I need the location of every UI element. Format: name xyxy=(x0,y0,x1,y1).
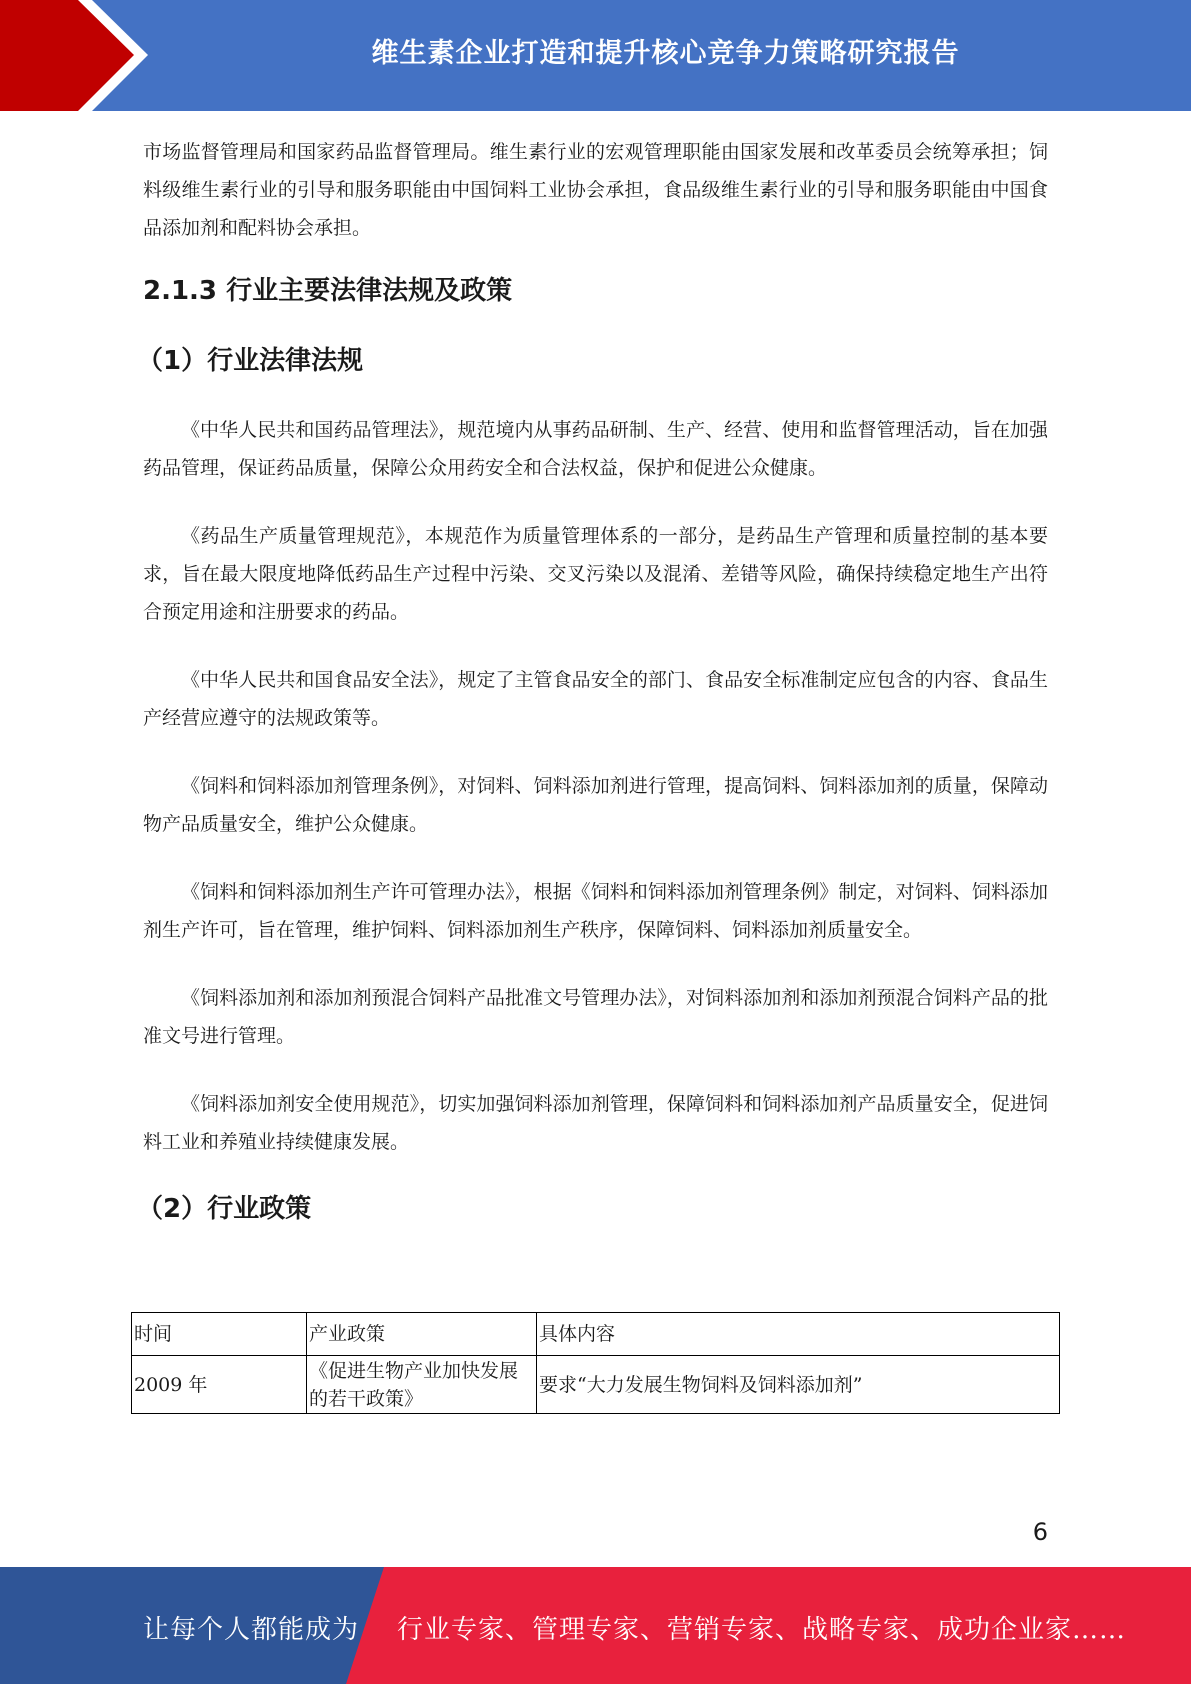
table-cell: 2009 年 xyxy=(132,1356,307,1414)
law-paragraph: 《药品生产质量管理规范》，本规范作为质量管理体系的一部分，是药品生产管理和质量控制的基本要求，旨在最大限度地降低药品生产过程中污染、交叉污染以及混淆、差错等风险，确保持续稳定地生产出符合预定用途和注册要求的药品。 xyxy=(143,525,1048,623)
section-heading: 2.1.3 行业主要法律法规及政策 xyxy=(143,276,513,306)
table-header-cell: 时间 xyxy=(132,1313,307,1356)
table-cell: 要求“大力发展生物饲料及饲料添加剂” xyxy=(537,1356,1060,1414)
table-header-cell: 具体内容 xyxy=(537,1313,1060,1356)
intro-paragraph: 市场监督管理局和国家药品监督管理局。维生素行业的宏观管理职能由国家发展和改革委员会统筹承担；饲料级维生素行业的引导和服务职能由中国饲料工业协会承担，食品级维生素行业的引导和服务职能由中国食品添加剂和配料协会承担。 xyxy=(143,141,1048,239)
header-arrow-decoration xyxy=(0,0,160,111)
subsection-heading-policy: （2）行业政策 xyxy=(137,1194,312,1224)
page-content xyxy=(137,133,1048,1229)
law-paragraph: 《饲料和饲料添加剂生产许可管理办法》，根据《饲料和饲料添加剂管理条例》制定，对饲料、饲料添加剂生产许可，旨在管理，维护饲料、饲料添加剂生产秩序，保障饲料、饲料添加剂质量安全。 xyxy=(143,881,1048,941)
page-footer xyxy=(0,1567,1191,1684)
table-cell: 《促进生物产业加快发展的若干政策》 xyxy=(307,1356,537,1414)
page-number: 6 xyxy=(1032,1518,1048,1546)
table-header-cell: 产业政策 xyxy=(307,1313,537,1356)
footer-slogan-right: 行业专家、管理专家、营销专家、战略专家、成功企业家…… xyxy=(397,1615,1127,1645)
policy-table xyxy=(131,1312,1060,1414)
law-paragraph: 《饲料添加剂和添加剂预混合饲料产品批准文号管理办法》，对饲料添加剂和添加剂预混合饲料产品的批准文号进行管理。 xyxy=(143,987,1048,1047)
law-paragraph: 《中华人民共和国药品管理法》，规范境内从事药品研制、生产、经营、使用和监督管理活动，旨在加强药品管理，保证药品质量，保障公众用药安全和合法权益，保护和促进公众健康。 xyxy=(143,419,1048,479)
footer-slogan-left: 让每个人都能成为 xyxy=(143,1615,360,1645)
law-paragraph: 《中华人民共和国食品安全法》，规定了主管食品安全的部门、食品安全标准制定应包含的内容、食品生产经营应遵守的法规政策等。 xyxy=(143,669,1048,729)
report-title: 维生素企业打造和提升核心竞争力策略研究报告 xyxy=(371,37,960,69)
table-header-row xyxy=(132,1313,1060,1356)
law-paragraph: 《饲料添加剂安全使用规范》，切实加强饲料添加剂管理，保障饲料和饲料添加剂产品质量安全，促进饲料工业和养殖业持续健康发展。 xyxy=(143,1093,1048,1153)
page-header xyxy=(0,0,1191,111)
subsection-heading-laws: （1）行业法律法规 xyxy=(137,346,364,376)
table-row xyxy=(132,1356,1060,1414)
law-paragraph: 《饲料和饲料添加剂管理条例》，对饲料、饲料添加剂进行管理，提高饲料、饲料添加剂的质量，保障动物产品质量安全，维护公众健康。 xyxy=(143,775,1048,835)
